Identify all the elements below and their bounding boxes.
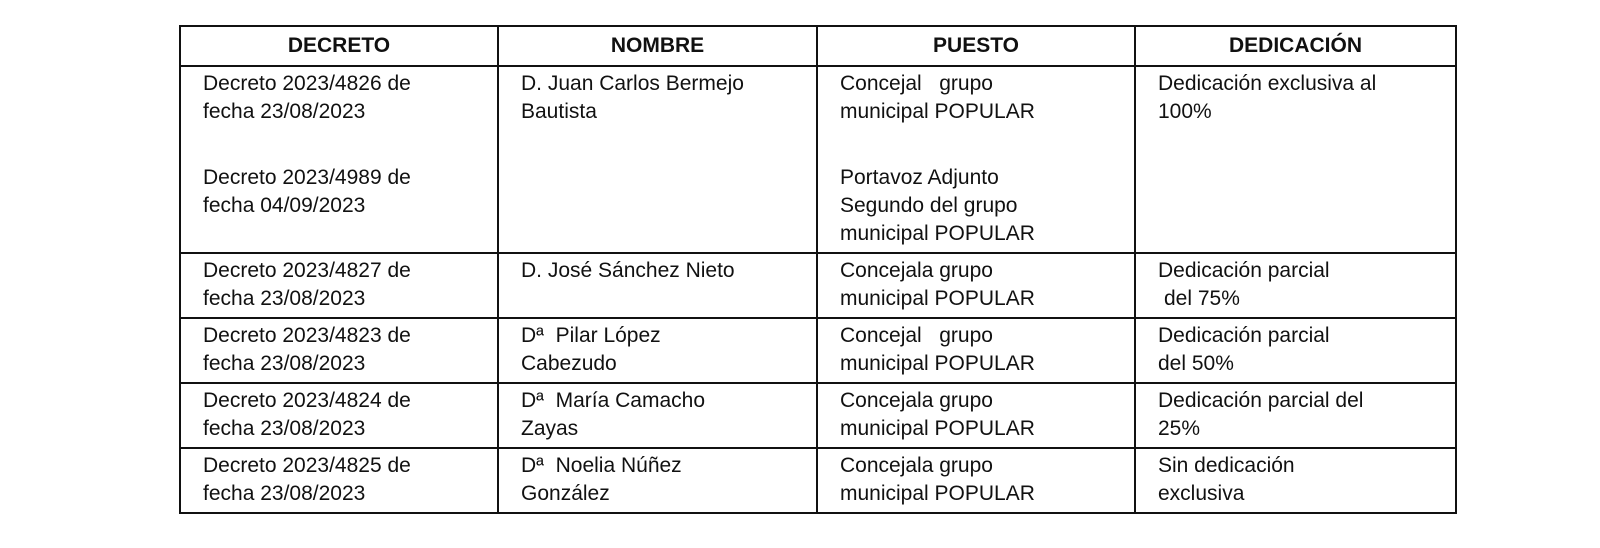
decreto-date-line: fecha 23/08/2023 <box>203 287 366 310</box>
cell-puesto <box>817 253 1135 318</box>
decreto-line: Decreto 2023/4823 de <box>203 324 411 347</box>
cell-nombre <box>498 383 817 448</box>
puesto-line: municipal POPULAR <box>840 352 1035 375</box>
table-row <box>180 383 1456 448</box>
dedicacion-line: exclusiva <box>1158 482 1245 505</box>
nombre-line: Zayas <box>521 417 579 440</box>
decretos-table <box>179 25 1457 514</box>
nombre-line: Cabezudo <box>521 352 617 375</box>
cell-dedicacion <box>1135 383 1456 448</box>
table-row <box>180 253 1456 318</box>
table-header-row <box>180 26 1456 66</box>
decreto-line: Decreto 2023/4989 de <box>203 166 411 189</box>
dedicacion-line: Dedicación exclusiva al <box>1158 72 1377 95</box>
cell-nombre <box>498 318 817 383</box>
cell-dedicacion <box>1135 66 1456 253</box>
dedicacion-line: Dedicación parcial <box>1158 324 1330 347</box>
nombre-line: Dª Noelia Núñez <box>521 454 682 477</box>
cell-dedicacion <box>1135 448 1456 513</box>
nombre-line: D. Juan Carlos Bermejo <box>521 72 744 95</box>
table-row <box>180 448 1456 513</box>
puesto-line: municipal POPULAR <box>840 100 1035 123</box>
dedicacion-line: Dedicación parcial del <box>1158 389 1364 412</box>
decreto-line: Decreto 2023/4827 de <box>203 259 411 282</box>
table-row <box>180 66 1456 253</box>
dedicacion-line: 25% <box>1158 417 1201 440</box>
decreto-date-line: fecha 23/08/2023 <box>203 482 366 505</box>
puesto-line: municipal POPULAR <box>840 417 1035 440</box>
decreto-date-line: fecha 23/08/2023 <box>203 100 366 123</box>
cell-decreto <box>180 253 498 318</box>
dedicacion-line: del 75% <box>1164 287 1240 310</box>
puesto-line: Concejala grupo <box>840 259 993 282</box>
puesto-line: Segundo del grupo <box>840 194 1018 217</box>
decreto-line: Decreto 2023/4826 de <box>203 72 411 95</box>
cell-nombre <box>498 253 817 318</box>
puesto-line: Portavoz Adjunto <box>840 166 999 189</box>
header-nombre: NOMBRE <box>498 26 817 66</box>
cell-puesto <box>817 383 1135 448</box>
cell-decreto <box>180 383 498 448</box>
dedicacion-line: Sin dedicación <box>1158 454 1295 477</box>
nombre-line: Dª María Camacho <box>521 389 705 412</box>
puesto-line: municipal POPULAR <box>840 287 1035 310</box>
decreto-date-line: fecha 23/08/2023 <box>203 417 366 440</box>
header-dedicacion: DEDICACIÓN <box>1135 26 1456 66</box>
decreto-line: Decreto 2023/4825 de <box>203 454 411 477</box>
puesto-line: Concejal grupo <box>840 72 993 95</box>
cell-nombre <box>498 448 817 513</box>
header-decreto: DECRETO <box>180 26 498 66</box>
table-row <box>180 318 1456 383</box>
cell-puesto <box>817 66 1135 253</box>
nombre-line: Bautista <box>521 100 597 123</box>
cell-puesto <box>817 448 1135 513</box>
puesto-line: Concejal grupo <box>840 324 993 347</box>
header-puesto: PUESTO <box>817 26 1135 66</box>
cell-dedicacion <box>1135 253 1456 318</box>
cell-dedicacion <box>1135 318 1456 383</box>
decreto-date-line: fecha 04/09/2023 <box>203 194 366 217</box>
dedicacion-line: Dedicación parcial <box>1158 259 1330 282</box>
cell-decreto <box>180 448 498 513</box>
nombre-line: D. José Sánchez Nieto <box>521 259 735 282</box>
puesto-line: municipal POPULAR <box>840 482 1035 505</box>
cell-nombre <box>498 66 817 253</box>
dedicacion-line: del 50% <box>1158 352 1234 375</box>
dedicacion-line: 100% <box>1158 100 1212 123</box>
puesto-line: Concejala grupo <box>840 389 993 412</box>
puesto-line: municipal POPULAR <box>840 222 1035 245</box>
nombre-line: Dª Pilar López <box>521 324 661 347</box>
cell-puesto <box>817 318 1135 383</box>
nombre-line: González <box>521 482 610 505</box>
cell-decreto <box>180 66 498 253</box>
cell-decreto <box>180 318 498 383</box>
decreto-line: Decreto 2023/4824 de <box>203 389 411 412</box>
decreto-date-line: fecha 23/08/2023 <box>203 352 366 375</box>
puesto-line: Concejala grupo <box>840 454 993 477</box>
